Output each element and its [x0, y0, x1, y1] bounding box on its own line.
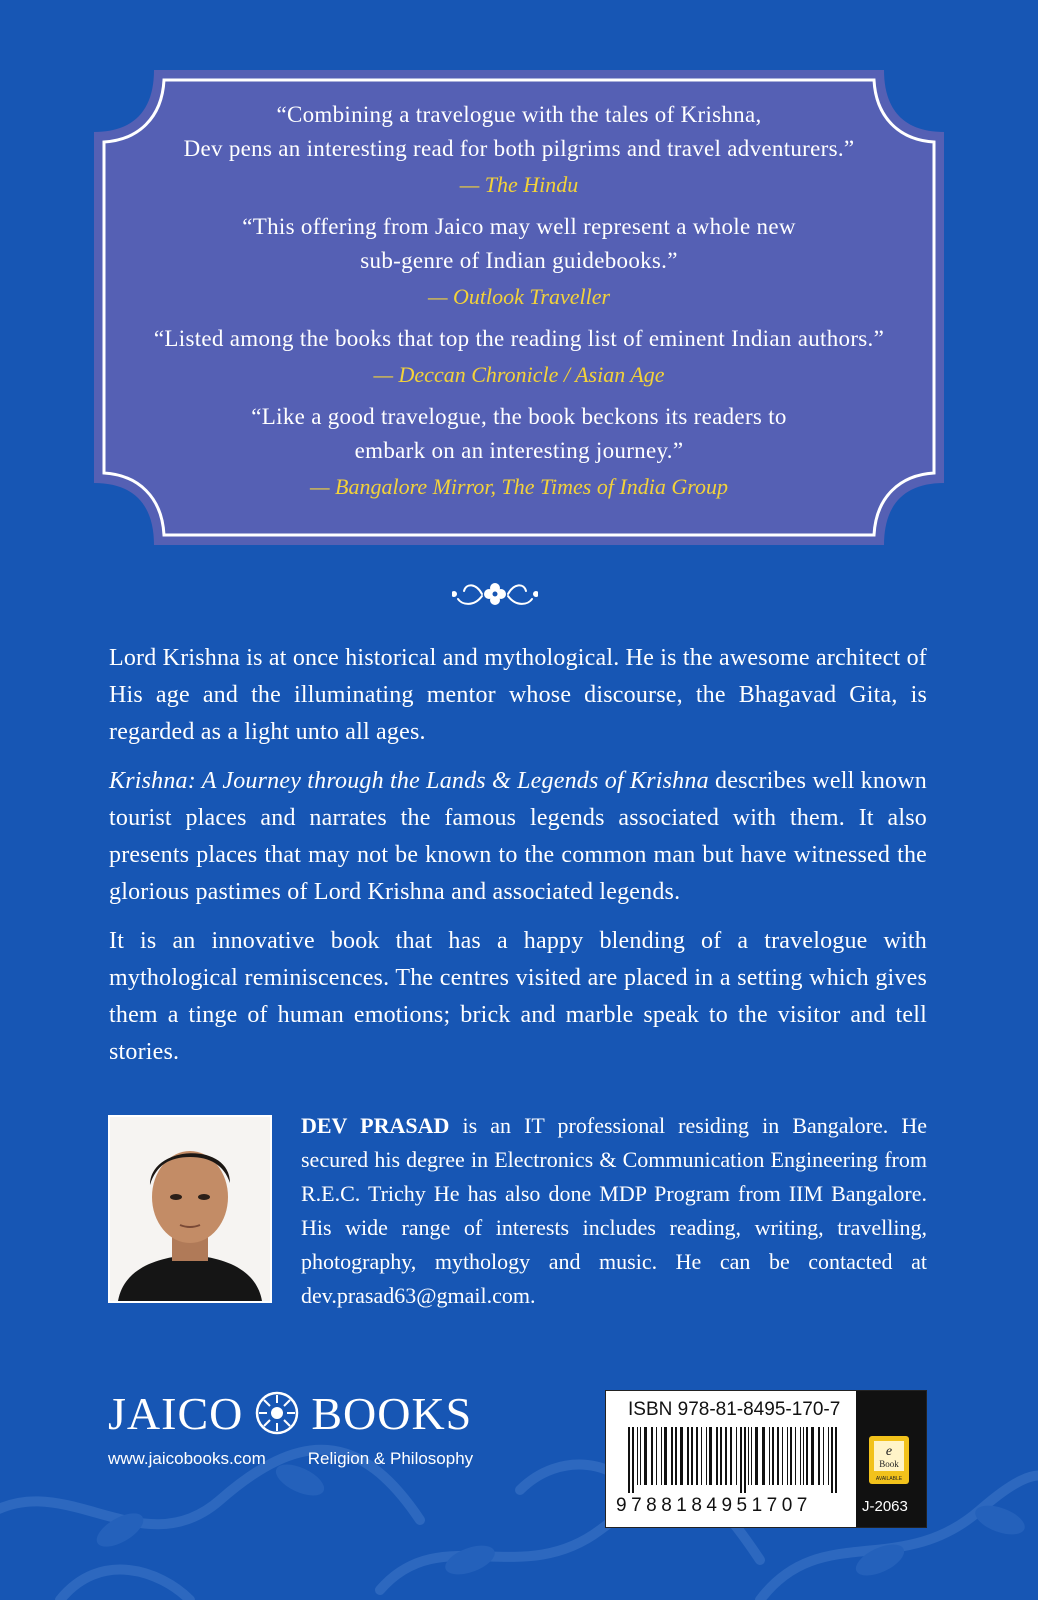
quote-source: — Bangalore Mirror, The Times of India Group	[309, 474, 729, 499]
barcode-bar	[640, 1427, 641, 1485]
barcode-bar	[720, 1427, 722, 1485]
barcode-bar	[803, 1427, 804, 1485]
quote-line: “Combining a travelogue with the tales of Krishna,	[276, 102, 762, 127]
barcode-bar	[664, 1427, 667, 1485]
publisher-footer	[108, 1449, 473, 1469]
author-name: DEV PRASAD	[301, 1113, 450, 1138]
barcode-bar	[632, 1427, 634, 1493]
barcode-bar	[790, 1427, 792, 1485]
barcode-bar	[762, 1427, 765, 1485]
barcode-bar	[656, 1427, 657, 1485]
description-paragraph: It is an innovative book that has a happy blending of a travelogue with mythological reminiscences. The centres visited are placed in a setting which gives them a tinge of human emotions; brick and marble speak to the visitor and tell stories.	[109, 928, 927, 1065]
barcode-bar	[709, 1427, 712, 1485]
author-photo	[108, 1115, 272, 1303]
quote-line: sub-genre of Indian guidebooks.”	[360, 248, 678, 273]
quote-line: “This offering from Jaico may well represent a whole new	[242, 214, 796, 239]
barcode	[626, 1427, 848, 1493]
sun-emblem-icon	[255, 1391, 299, 1435]
ebook-book: Book	[879, 1459, 899, 1469]
catalog-code: J-2063	[862, 1498, 908, 1515]
barcode-bar	[782, 1427, 783, 1485]
barcode-bar	[675, 1427, 677, 1485]
barcode-bar	[716, 1427, 718, 1485]
quote-line: “Listed among the books that top the reading list of eminent Indian authors.”	[153, 326, 885, 351]
ebook-available: AVAILABLE	[875, 1476, 903, 1482]
review-quote	[94, 400, 944, 502]
barcode-bar	[800, 1427, 801, 1485]
quote-source: — The Hindu	[459, 172, 579, 197]
floral-divider-icon	[452, 575, 538, 613]
quote-source: — Outlook Traveller	[427, 284, 611, 309]
barcode-bar	[835, 1427, 837, 1493]
publisher-logo	[108, 1388, 472, 1438]
barcode-bar	[748, 1427, 749, 1485]
ebook-icon	[868, 1435, 910, 1485]
isbn-barcode-box	[605, 1390, 927, 1528]
description-paragraph	[109, 763, 927, 911]
barcode-bar	[755, 1427, 758, 1485]
barcode-bar	[651, 1427, 653, 1485]
barcode-bar	[777, 1427, 779, 1485]
barcode-bar	[795, 1427, 796, 1485]
book-category: Religion & Philosophy	[307, 1449, 474, 1468]
barcode-bar	[644, 1427, 647, 1485]
barcode-bar	[736, 1427, 737, 1485]
logo-text-left: JAICO	[108, 1387, 244, 1439]
quote-line: Dev pens an interesting read for both pilgrims and travel adventurers.”	[183, 136, 855, 161]
barcode-bar	[691, 1427, 693, 1485]
isbn-label: ISBN 978-81-8495-170-7	[628, 1399, 841, 1420]
barcode-bar	[823, 1427, 824, 1485]
barcode-bar	[687, 1427, 689, 1485]
barcode-bar	[744, 1427, 746, 1493]
barcode-bar	[818, 1427, 820, 1485]
barcode-bar	[725, 1427, 727, 1485]
author-bio	[301, 1109, 927, 1313]
review-quote	[94, 322, 944, 390]
barcode-bar	[671, 1427, 673, 1485]
quote-line: embark on an interesting journey.”	[354, 438, 684, 463]
barcode-bar	[828, 1427, 829, 1485]
barcode-bar	[628, 1427, 630, 1493]
barcode-bar	[696, 1427, 698, 1485]
barcode-bar	[772, 1427, 774, 1485]
barcode-bar	[680, 1427, 683, 1485]
review-quotes-panel	[94, 70, 944, 545]
barcode-bar	[831, 1427, 833, 1493]
author-bio-text: is an IT professional residing in Bangalore. He secured his degree in Electronics & Communication Engineering from R.E.C. Trichy He has also done MDP Program from IIM Bangalore. His wide range of interests includes reading, writing, travelling, photography, mythology and music. He can be contacted at dev.prasad63@gmail.com.	[301, 1113, 927, 1308]
review-quote	[94, 98, 944, 200]
book-description	[109, 640, 927, 1083]
description-text: describes well known tourist places and narrates the famous legends associated with them. It also presents places that may not be known to the common man but have witnessed the glorious pastimes of Lord Krishna and associated legends.	[109, 768, 927, 905]
isbn-digits: 9788184951707	[616, 1495, 812, 1516]
book-title: Krishna: A Journey through the Lands & Legends of Krishna	[109, 768, 709, 794]
barcode-bar	[637, 1427, 638, 1485]
logo-text-right: BOOKS	[311, 1387, 473, 1439]
barcode-bar	[751, 1427, 752, 1485]
quote-source: — Deccan Chronicle / Asian Age	[373, 362, 665, 387]
barcode-bar	[730, 1427, 732, 1485]
barcode-bar	[701, 1427, 702, 1485]
barcode-bar	[787, 1427, 788, 1485]
barcode-bar	[769, 1427, 770, 1485]
ebook-e: e	[885, 1444, 893, 1459]
ebook-panel	[856, 1391, 926, 1527]
barcode-bar	[740, 1427, 742, 1493]
barcode-bar	[706, 1427, 707, 1485]
barcode-bar	[661, 1427, 662, 1485]
description-paragraph: Lord Krishna is at once historical and mythological. He is the awesome architect of His age and the illuminating mentor whose discourse, the Bhagavad Gita, is regarded as a light unto all ages.	[109, 645, 927, 745]
barcode-bar	[806, 1427, 808, 1485]
review-quote	[94, 210, 944, 312]
publisher-website[interactable]: www.jaicobooks.com	[108, 1449, 266, 1468]
quote-line: “Like a good travelogue, the book beckons its readers to	[251, 404, 787, 429]
barcode-bar	[811, 1427, 814, 1485]
